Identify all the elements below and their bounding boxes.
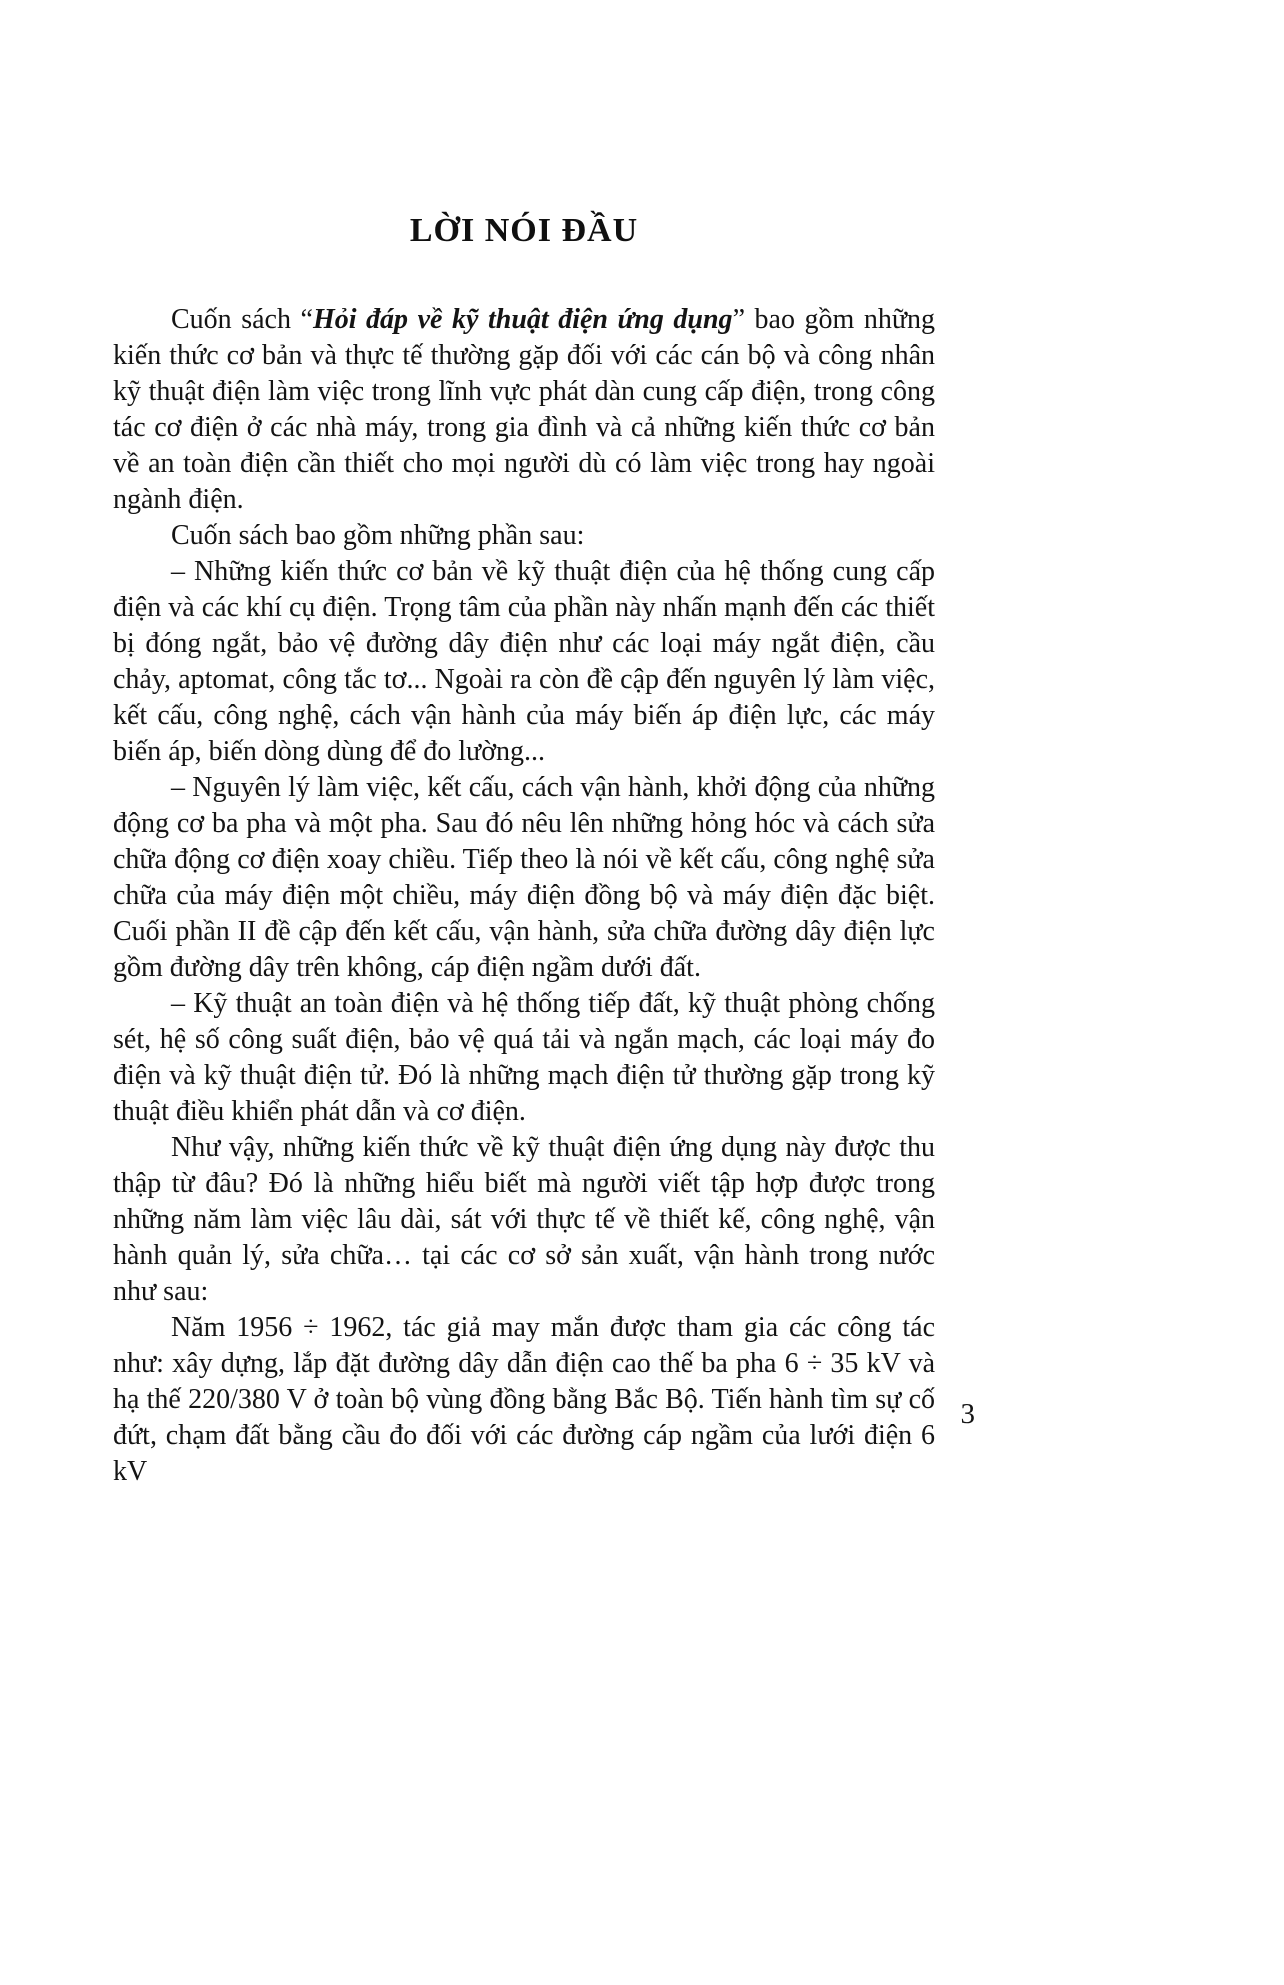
paragraph-history: Năm 1956 ÷ 1962, tác giả may mắn được tham gia các công tác như: xây dựng, lắp đặt đường dây dẫn điện cao thế ba pha 6 ÷ 35 kV và hạ thế 220/380 V ở toàn bộ vùng đồng bằng Bắc Bộ. Tiến hành tìm sự cố đứt, chạm đất bằng cầu đo đối với các đường cáp ngầm của lưới điện 6 kV bbox=[113, 1312, 935, 1487]
paragraph-section-1: – Những kiến thức cơ bản về kỹ thuật điện của hệ thống cung cấp điện và các khí cụ điện. Trọng tâm của phần này nhấn mạnh đến các thiết bị đóng ngắt, bảo vệ đường dây điện như các loại máy ngắt điện, cầu chảy, aptomat, công tắc tơ... Ngoài ra còn đề cập đến nguyên lý làm việc, kết cấu, công nghệ, cách vận hành của máy biến áp điện lực, các máy biến áp, biến dòng dùng để đo lường... bbox=[113, 556, 935, 767]
page-number: 3 bbox=[960, 1398, 975, 1430]
paragraph-text: ” bao gồm những kiến thức cơ bản và thực tế thường gặp đối với các cán bộ và công nhân kỹ thuật điện làm việc trong lĩnh vực phát dàn cung cấp điện, trong công tác cơ điện ở các nhà máy, trong gia đình và cả những kiến thức cơ bản về an toàn điện cần thiết cho mọi người dù có làm việc trong hay ngoài ngành điện. bbox=[113, 304, 935, 515]
book-title-emphasis: Hỏi đáp về kỹ thuật điện ứng dụng bbox=[312, 304, 733, 335]
paragraph-sections-lead: Cuốn sách bao gồm những phần sau: bbox=[171, 520, 585, 551]
paragraph-text: Cuốn sách “ bbox=[171, 304, 313, 335]
paragraph-section-2: – Nguyên lý làm việc, kết cấu, cách vận hành, khởi động của những động cơ ba pha và một pha. Sau đó nêu lên những hỏng hóc và cách sửa chữa động cơ điện xoay chiều. Tiếp theo là nói về kết cấu, công nghệ sửa chữa của máy điện một chiều, máy điện đồng bộ và máy điện đặc biệt. Cuối phần II đề cập đến kết cấu, vận hành, sửa chữa đường dây điện lực gồm đường dây trên không, cáp điện ngầm dưới đất. bbox=[113, 772, 935, 983]
paragraph-intro bbox=[113, 302, 935, 518]
page-body bbox=[113, 302, 935, 1490]
text-block bbox=[113, 212, 935, 1490]
page-title: LỜI NÓI ĐẦU bbox=[409, 212, 639, 249]
paragraph-sources: Như vậy, những kiến thức về kỹ thuật điện ứng dụng này được thu thập từ đâu? Đó là những hiểu biết mà người viết tập hợp được trong những năm làm việc lâu dài, sát với thực tế về thiết kế, công nghệ, vận hành quản lý, sửa chữa… tại các cơ sở sản xuất, vận hành trong nước như sau: bbox=[113, 1132, 935, 1307]
paragraph-section-3: – Kỹ thuật an toàn điện và hệ thống tiếp đất, kỹ thuật phòng chống sét, hệ số công suất điện, bảo vệ quá tải và ngắn mạch, các loại máy đo điện và kỹ thuật điện tử. Đó là những mạch điện tử thường gặp trong kỹ thuật điều khiển phát dẫn và cơ điện. bbox=[113, 988, 935, 1127]
